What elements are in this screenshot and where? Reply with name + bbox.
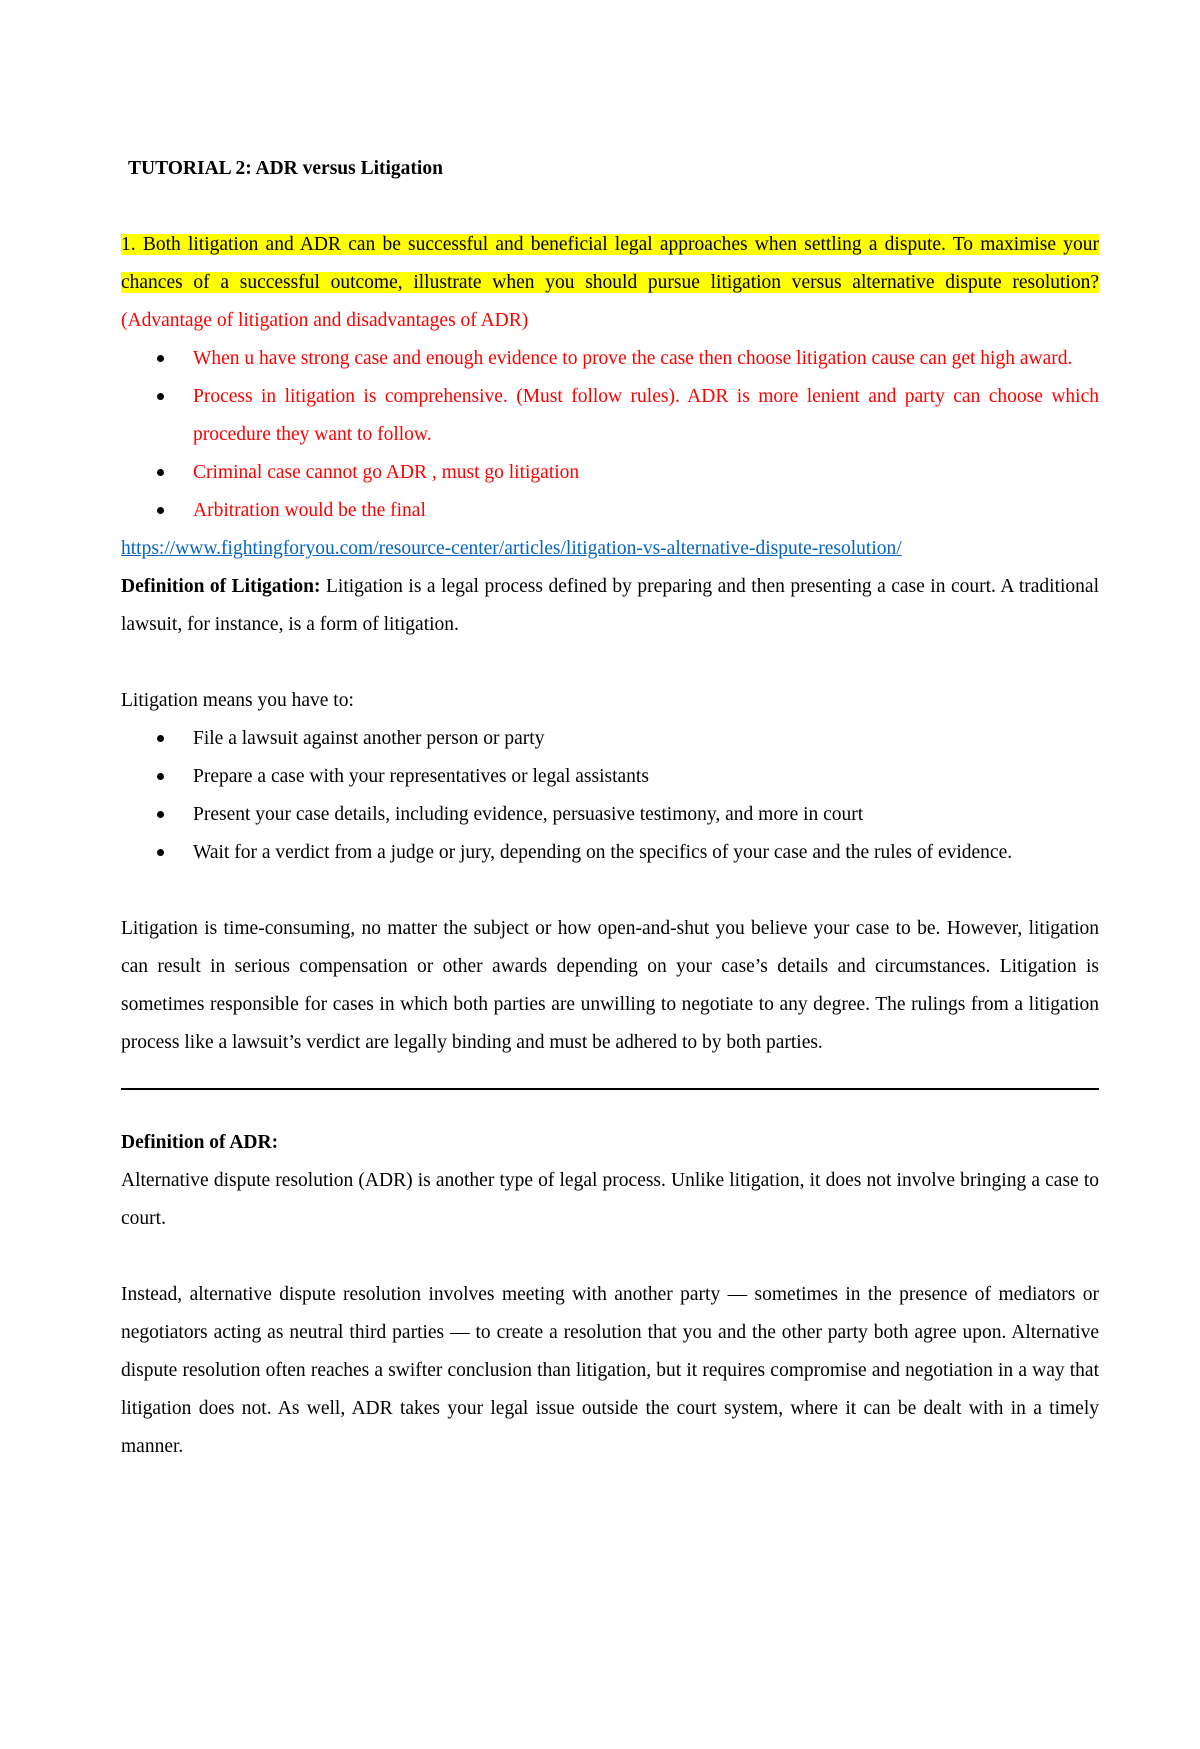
spacer — [121, 644, 1099, 682]
litigation-means-list — [121, 720, 1099, 872]
adr-definition-label: Definition of ADR: — [121, 1132, 279, 1153]
bullet-icon — [157, 378, 177, 416]
spacer — [121, 188, 1099, 226]
list-item — [121, 340, 1099, 378]
answer-list — [121, 340, 1099, 530]
answer-point: Criminal case cannot go ADR , must go litigation — [193, 462, 580, 483]
document-body — [121, 150, 1099, 1466]
spacer — [121, 872, 1099, 910]
litigation-means-intro: Litigation means you have to: — [121, 690, 354, 711]
bullet-icon — [157, 340, 177, 378]
list-item — [121, 758, 1099, 796]
adr-definition-text: Alternative dispute resolution (ADR) is another type of legal process. Unlike litigation, it does not involve bringing a case to court. — [121, 1170, 1099, 1229]
question-note: (Advantage of litigation and disadvantages of ADR) — [121, 310, 529, 331]
bullet-icon — [157, 492, 177, 530]
list-item — [121, 492, 1099, 530]
bullet-icon — [157, 796, 177, 834]
list-item — [121, 454, 1099, 492]
litigation-step: Prepare a case with your representatives or legal assistants — [193, 766, 649, 787]
bullet-icon — [157, 720, 177, 758]
bullet-icon — [157, 834, 177, 872]
answer-point: Arbitration would be the final — [193, 500, 426, 521]
litigation-step: Present your case details, including evidence, persuasive testimony, and more in court — [193, 804, 864, 825]
litigation-definition-text: Litigation is a legal process defined by preparing and then presenting a case in court. A traditional lawsuit, for instance, is a form of litigation. — [121, 576, 1099, 635]
adr-paragraph: Instead, alternative dispute resolution involves meeting with another party — sometimes in the presence of mediators or negotiators acting as neutral third parties — to create a resolution that you and the other party both agree upon. Alternative dispute resolution often reaches a swifter conclusion than litigation, but it requires compromise and negotiation in a way that litigation does not. As well, ADR takes your legal issue outside the court system, where it can be dealt with in a timely manner. — [121, 1284, 1099, 1457]
list-item — [121, 796, 1099, 834]
horizontal-divider — [121, 1088, 1099, 1090]
list-item — [121, 378, 1099, 454]
bullet-icon — [157, 454, 177, 492]
reference-link[interactable]: https://www.fightingforyou.com/resource-center/articles/litigation-vs-alternative-dispute-resolution/ — [121, 538, 902, 559]
litigation-step: Wait for a verdict from a judge or jury, depending on the specifics of your case and the rules of evidence. — [193, 842, 1013, 863]
answer-point: When u have strong case and enough evidence to prove the case then choose litigation cause can get high award. — [193, 348, 1073, 369]
highlighted-question: 1. Both litigation and ADR can be successful and beneficial legal approaches when settling a dispute. To maximise your chances of a successful outcome, illustrate when you should pursue litigation versus alternative dispute resolution? — [121, 234, 1099, 293]
bullet-icon — [157, 758, 177, 796]
spacer — [121, 1238, 1099, 1276]
question-paragraph — [121, 226, 1099, 340]
list-item — [121, 720, 1099, 758]
litigation-step: File a lawsuit against another person or party — [193, 728, 545, 749]
page-title: TUTORIAL 2: ADR versus Litigation — [128, 158, 443, 179]
litigation-definition — [121, 568, 1099, 644]
litigation-definition-label: Definition of Litigation: — [121, 576, 321, 597]
litigation-paragraph: Litigation is time-consuming, no matter the subject or how open-and-shut you believe your case to be. However, litigation can result in serious compensation or other awards depending on your case’s details and circumstances. Litigation is sometimes responsible for cases in which both parties are unwilling to negotiate to any degree. The rulings from a litigation process like a lawsuit’s verdict are legally binding and must be adhered to by both parties. — [121, 918, 1099, 1053]
list-item — [121, 834, 1099, 872]
answer-point: Process in litigation is comprehensive. (Must follow rules). ADR is more lenient and party can choose which procedure they want to follow. — [193, 386, 1099, 445]
